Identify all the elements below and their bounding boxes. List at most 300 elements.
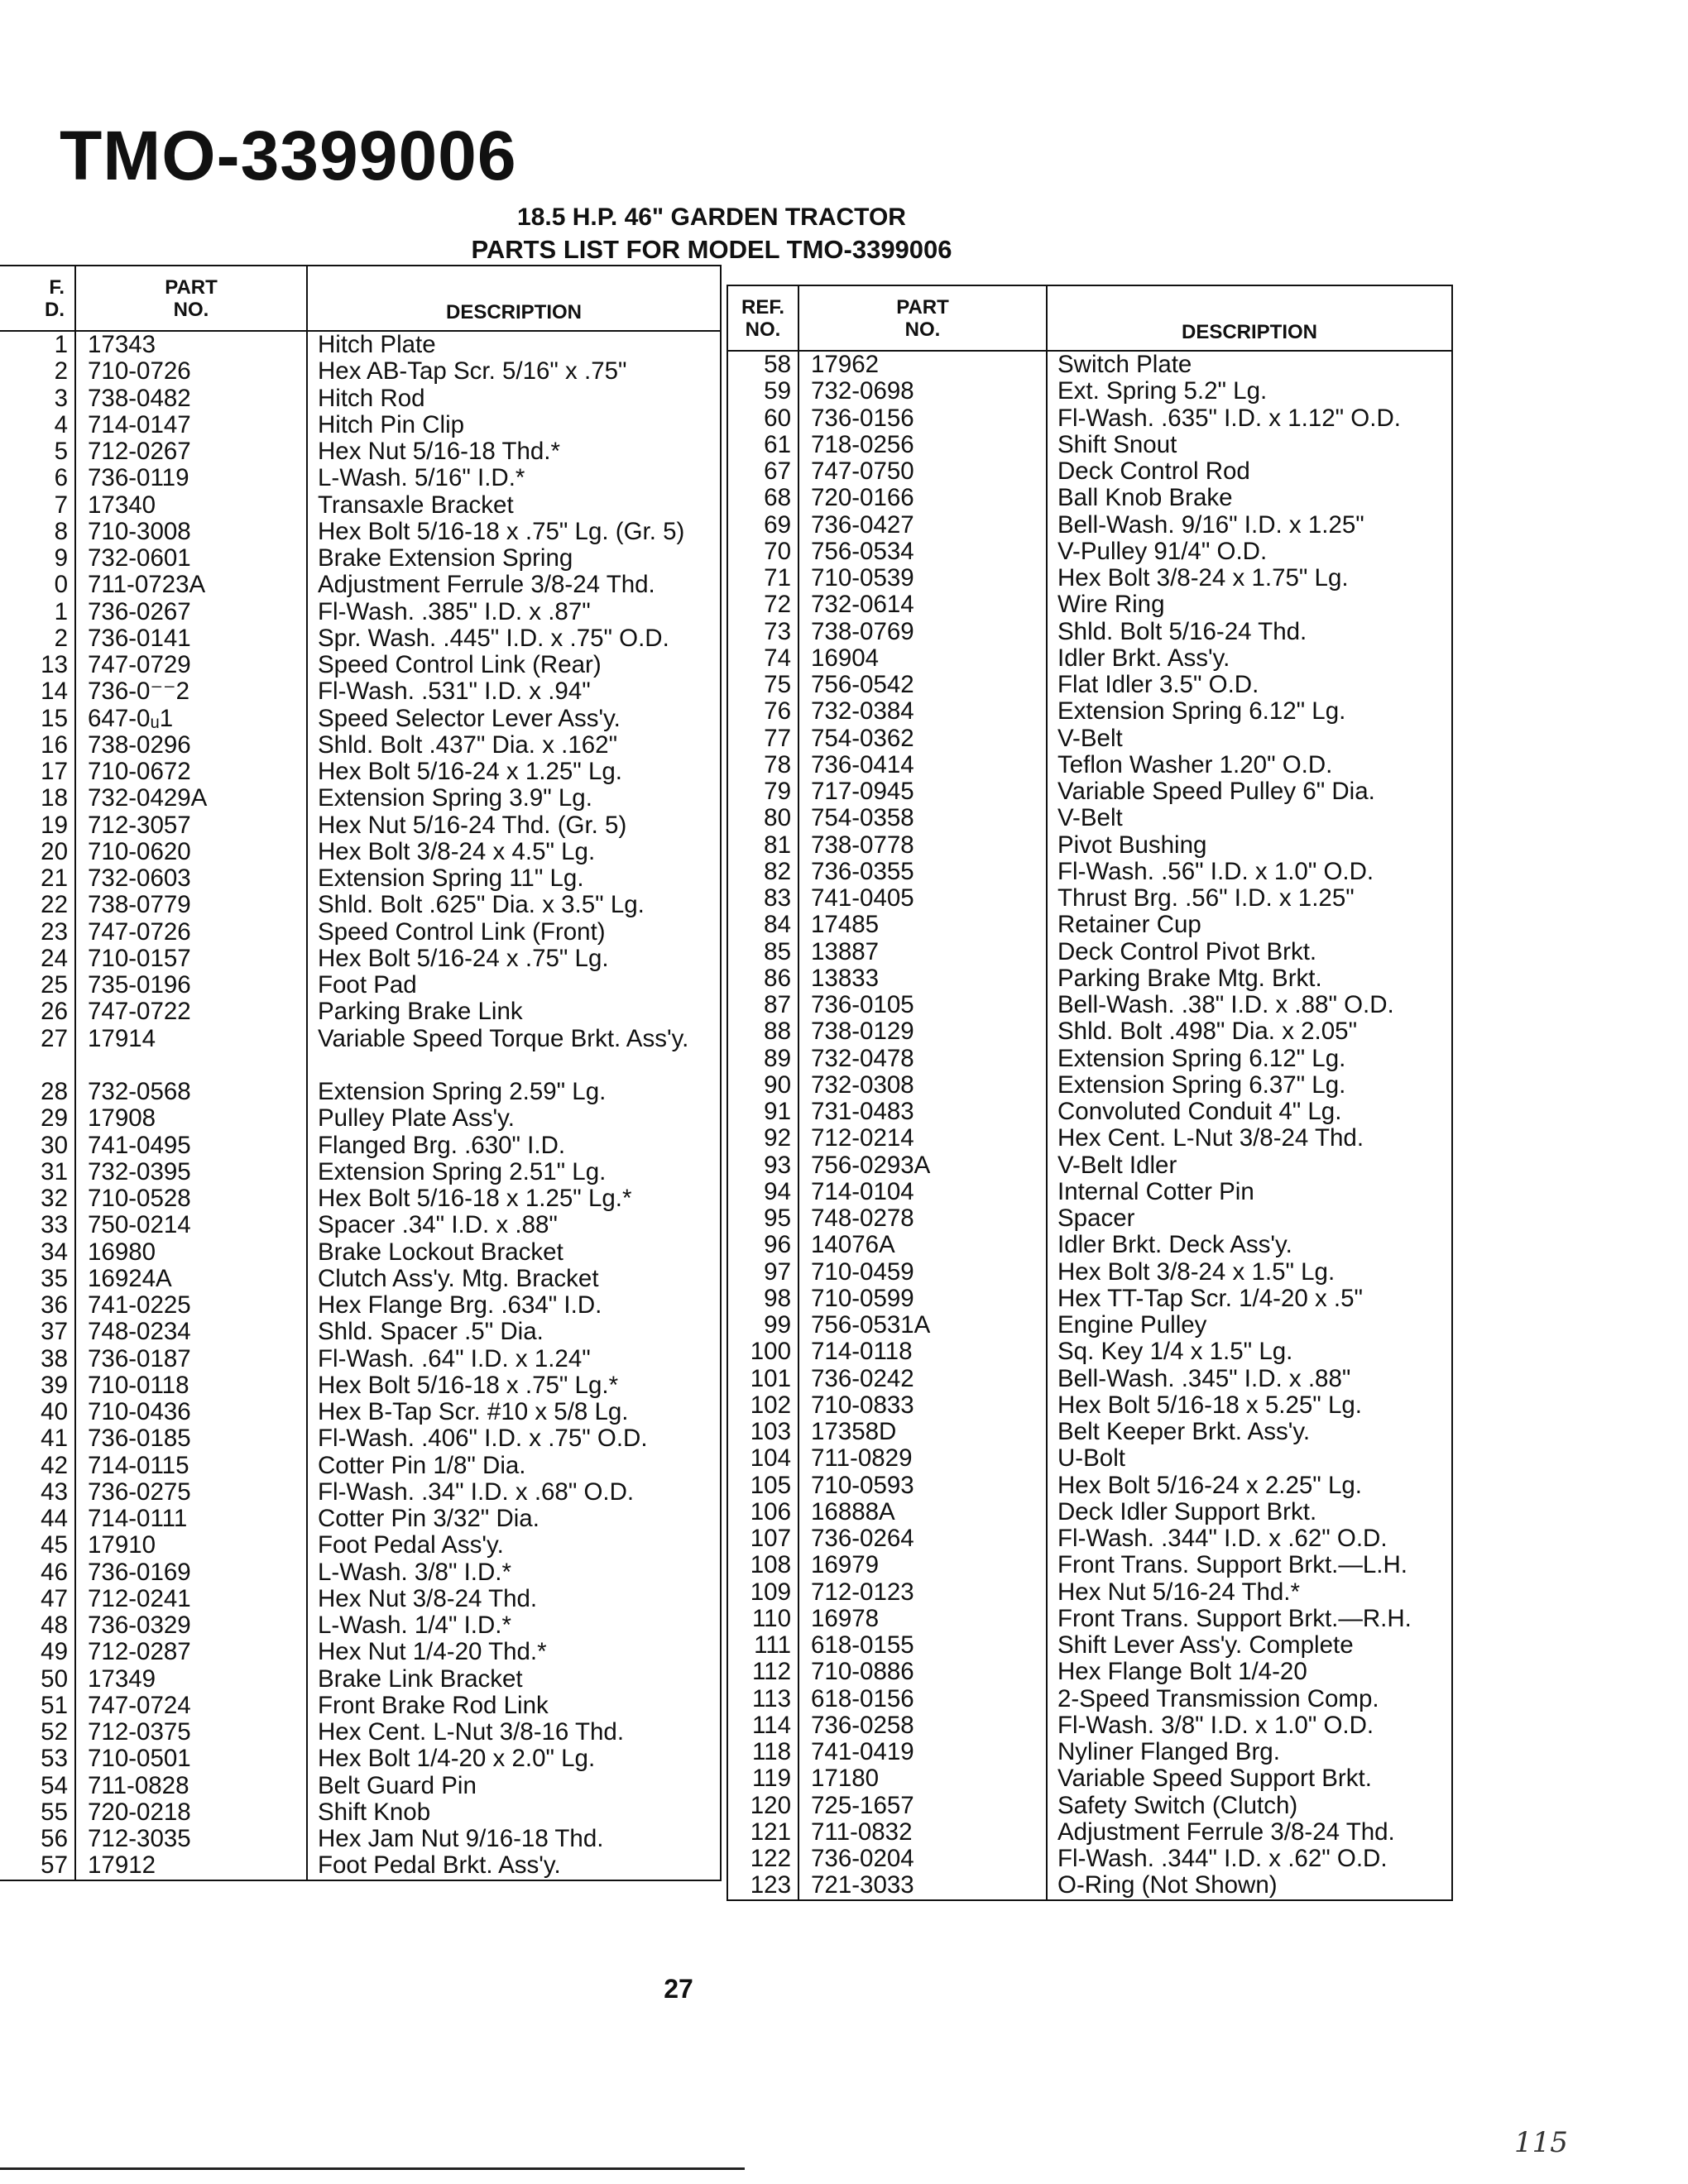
ref-column — [0, 331, 75, 1880]
part-description: Fl-Wash. .385" I.D. x .87" — [318, 598, 591, 625]
part-description: Variable Speed Torque Brkt. Ass'y. — [318, 1025, 689, 1052]
ref-number: 85 — [764, 938, 791, 965]
ref-number: 70 — [764, 538, 791, 565]
part-number: 747-0724 — [88, 1692, 191, 1719]
ref-number: 49 — [41, 1639, 68, 1666]
ref-number: 69 — [764, 511, 791, 539]
part-description: Speed Selector Lever Ass'y. — [318, 705, 621, 732]
part-description: Hex Bolt 3/8-24 x 4.5" Lg. — [318, 838, 596, 865]
ref-number: 122 — [750, 1846, 791, 1872]
ref-number: 67 — [764, 458, 791, 485]
description-header: DESCRIPTION — [1047, 285, 1452, 351]
part-number: 725-1657 — [811, 1792, 914, 1819]
ref-number: 107 — [750, 1525, 791, 1552]
ref-number: 113 — [751, 1685, 791, 1712]
part-number: 711-0828 — [88, 1772, 189, 1799]
part-number: 731-0483 — [811, 1099, 914, 1125]
part-number: 17485 — [811, 912, 880, 939]
part-description: Fl-Wash. .635" I.D. x 1.12" O.D. — [1057, 405, 1401, 432]
part-description: V-Belt — [1057, 805, 1123, 832]
ref-number: 35 — [41, 1265, 68, 1292]
part-number: 16980 — [88, 1238, 156, 1266]
part-number: 710-0886 — [811, 1659, 914, 1686]
ref-number: 16 — [41, 731, 68, 759]
part-number: 17358D — [811, 1419, 897, 1445]
part-number: 16888A — [811, 1498, 895, 1525]
ref-number: 19 — [41, 812, 68, 839]
part-description: Brake Lockout Bracket — [318, 1238, 563, 1266]
ref-number: 73 — [764, 618, 791, 645]
ref-number: 28 — [41, 1079, 68, 1105]
ref-number: 29 — [41, 1105, 68, 1133]
ref-number: 94 — [764, 1178, 791, 1205]
part-number: 738-0482 — [88, 385, 191, 412]
part-description: Internal Cotter Pin — [1057, 1178, 1254, 1205]
part-description: Bell-Wash. .345" I.D. x .88" — [1057, 1365, 1351, 1392]
part-number: 754-0362 — [811, 725, 914, 752]
ref-number: 41 — [41, 1425, 68, 1453]
part-number: 16978 — [811, 1605, 880, 1632]
part-description: Variable Speed Pulley 6" Dia. — [1057, 778, 1375, 805]
part-description: Hex Bolt 1/4-20 x 2.0" Lg. — [318, 1746, 596, 1773]
part-description: Hex Flange Brg. .634" I.D. — [318, 1292, 602, 1319]
part-description: L-Wash. 5/16" I.D.* — [318, 465, 525, 492]
part-number: 736-0414 — [811, 751, 914, 778]
part-description: Spr. Wash. .445" I.D. x .75" O.D. — [318, 625, 669, 652]
part-description: Fl-Wash. 3/8" I.D. x 1.0" O.D. — [1057, 1712, 1374, 1739]
part-number: 17908 — [88, 1105, 156, 1133]
ref-number: 118 — [751, 1739, 791, 1765]
part-number: 647-0ᵤ1 — [88, 705, 174, 732]
ref-number: 8 — [54, 518, 68, 545]
ref-number: 55 — [41, 1798, 68, 1826]
ref-number: 20 — [41, 838, 68, 865]
part-number: 741-0495 — [88, 1132, 191, 1159]
ref-number: 82 — [764, 858, 791, 885]
part-number: 17180 — [811, 1765, 880, 1793]
ref-number: 57 — [41, 1852, 68, 1880]
ref-number: 56 — [41, 1826, 68, 1852]
ref-number: 80 — [764, 805, 791, 832]
part-description: Deck Control Pivot Brkt. — [1057, 938, 1317, 965]
ref-number: 2 — [54, 358, 68, 386]
part-number: 756-0293A — [811, 1152, 931, 1179]
ref-number: 108 — [750, 1552, 791, 1579]
part-number-column — [75, 331, 307, 1880]
part-number: 13887 — [811, 938, 880, 965]
part-description: Deck Idler Support Brkt. — [1057, 1498, 1317, 1525]
part-description: Extension Spring 6.37" Lg. — [1057, 1071, 1346, 1099]
part-description: Idler Brkt. Ass'y. — [1057, 644, 1230, 672]
ref-number: 104 — [750, 1445, 791, 1473]
ref-number: 43 — [41, 1478, 68, 1506]
part-number: 747-0729 — [88, 652, 191, 678]
part-number: 736-0119 — [88, 465, 189, 492]
ref-number: 102 — [750, 1391, 791, 1419]
part-number: 710-0157 — [88, 945, 191, 972]
ref-number: 47 — [41, 1585, 68, 1612]
part-number: 748-0278 — [811, 1205, 914, 1232]
part-description: Retainer Cup — [1057, 912, 1201, 939]
part-description: Hitch Pin Clip — [318, 411, 465, 438]
part-number: 747-0750 — [811, 458, 914, 485]
part-number: 714-0104 — [811, 1178, 914, 1205]
part-number: 710-0672 — [88, 759, 191, 785]
part-number: 735-0196 — [88, 972, 191, 999]
part-number: 736-0187 — [88, 1345, 191, 1372]
part-description: Hex Bolt 5/16-18 x 5.25" Lg. — [1057, 1391, 1362, 1419]
part-number: 756-0531A — [811, 1312, 931, 1339]
ref-number: 76 — [764, 698, 791, 726]
part-number: 736-0204 — [811, 1846, 914, 1872]
part-number: 714-0111 — [88, 1506, 188, 1532]
ref-number: 110 — [751, 1605, 791, 1632]
part-description: Convoluted Conduit 4" Lg. — [1057, 1099, 1342, 1125]
part-description: Fl-Wash. .56" I.D. x 1.0" O.D. — [1057, 858, 1374, 885]
part-description: Sq. Key 1/4 x 1.5" Lg. — [1057, 1339, 1293, 1366]
part-number: 736-0329 — [88, 1612, 191, 1639]
part-description: Shift Knob — [318, 1798, 431, 1826]
part-number: 741-0225 — [88, 1292, 191, 1319]
part-description: Extension Spring 6.12" Lg. — [1057, 698, 1346, 726]
part-number: 14076A — [811, 1232, 895, 1259]
ref-number: 26 — [41, 999, 68, 1026]
part-description: V-Pulley 91/4" O.D. — [1057, 538, 1268, 565]
part-number: 736-0264 — [811, 1525, 914, 1552]
part-number: 736-0258 — [811, 1712, 914, 1739]
part-number: 16904 — [811, 644, 880, 672]
part-description: Spacer .34" I.D. x .88" — [318, 1212, 558, 1239]
part-description: Foot Pad — [318, 972, 417, 999]
part-description: Clutch Ass'y. Mtg. Bracket — [318, 1265, 599, 1292]
part-description: Hex Nut 1/4-20 Thd.* — [318, 1639, 547, 1666]
part-description: Hex Cent. L-Nut 3/8-24 Thd. — [1057, 1125, 1364, 1152]
part-number: 16924A — [88, 1265, 172, 1292]
ref-number: 86 — [764, 965, 791, 992]
ref-number: 22 — [41, 892, 68, 919]
ref-number: 48 — [41, 1612, 68, 1639]
ref-number: 21 — [41, 865, 68, 892]
part-number: 736-0267 — [88, 598, 191, 625]
ref-number: 42 — [41, 1452, 68, 1479]
ref-number: 18 — [41, 785, 68, 812]
parts-table-body — [727, 351, 1452, 1900]
part-number: 736-0355 — [811, 858, 914, 885]
ref-number: 101 — [750, 1365, 791, 1392]
part-description: Hex Bolt 5/16-24 x .75" Lg. — [318, 945, 609, 972]
ref-number: 87 — [764, 992, 791, 1018]
ref-number: 38 — [41, 1345, 68, 1372]
part-description: Front Trans. Support Brkt.—R.H. — [1057, 1605, 1412, 1632]
description-column — [307, 331, 721, 1880]
ref-number: 24 — [41, 945, 68, 972]
part-description: Front Trans. Support Brkt.—L.H. — [1057, 1552, 1407, 1579]
part-description: Engine Pulley — [1057, 1312, 1207, 1339]
part-number: 712-3057 — [88, 812, 191, 839]
part-no-header: PART NO. — [75, 266, 307, 331]
part-number: 17962 — [811, 352, 880, 378]
ref-number: 2 — [54, 625, 68, 652]
part-number: 710-0459 — [811, 1258, 914, 1286]
part-description: Shld. Bolt .498" Dia. x 2.05" — [1057, 1018, 1358, 1046]
part-number: 747-0726 — [88, 918, 191, 946]
ref-number: 99 — [764, 1312, 791, 1339]
ref-number: 119 — [751, 1765, 791, 1793]
part-description: V-Belt Idler — [1057, 1152, 1177, 1179]
part-number: 732-0614 — [811, 592, 914, 619]
part-description: Hex Bolt 3/8-24 x 1.75" Lg. — [1057, 565, 1349, 592]
part-description: Foot Pedal Brkt. Ass'y. — [318, 1852, 561, 1880]
part-number: 747-0722 — [88, 999, 191, 1026]
part-description: 2-Speed Transmission Comp. — [1057, 1685, 1379, 1712]
part-number: 754-0358 — [811, 805, 914, 832]
part-description: Hex Bolt 5/16-18 x 1.25" Lg.* — [318, 1185, 632, 1212]
ref-number: 112 — [751, 1659, 791, 1686]
part-description: Front Brake Rod Link — [318, 1692, 549, 1719]
part-number: 710-0620 — [88, 838, 191, 865]
part-number: 710-0539 — [811, 565, 914, 592]
part-description: Hex TT-Tap Scr. 1/4-20 x .5" — [1057, 1285, 1363, 1312]
ref-number: 96 — [764, 1232, 791, 1259]
ref-number: 111 — [754, 1632, 791, 1659]
ref-number: 92 — [764, 1125, 791, 1152]
ref-number: 93 — [764, 1152, 791, 1179]
part-description: Belt Keeper Brkt. Ass'y. — [1057, 1419, 1311, 1445]
part-number: 736-0185 — [88, 1425, 191, 1453]
part-description: O-Ring (Not Shown) — [1057, 1872, 1278, 1899]
ref-number: 45 — [41, 1532, 68, 1559]
part-number: 17914 — [88, 1025, 156, 1052]
part-number: 732-0308 — [811, 1071, 914, 1099]
ref-number: 120 — [750, 1792, 791, 1819]
part-description: Switch Plate — [1057, 352, 1192, 378]
part-number: 618-0156 — [811, 1685, 914, 1712]
part-description: Parking Brake Mtg. Brkt. — [1057, 965, 1322, 992]
ref-number: 121 — [750, 1818, 791, 1846]
part-description: Foot Pedal Ass'y. — [318, 1532, 504, 1559]
part-number: 738-0296 — [88, 731, 191, 759]
part-number: 714-0118 — [811, 1339, 913, 1366]
ref-number: 90 — [764, 1071, 791, 1099]
ref-number: 1 — [54, 332, 68, 358]
part-number: 712-0241 — [88, 1585, 191, 1612]
part-number: 748-0234 — [88, 1319, 191, 1346]
part-number: 17349 — [88, 1665, 156, 1693]
ref-number: 59 — [764, 378, 791, 405]
part-description: Hex Flange Bolt 1/4-20 — [1057, 1659, 1307, 1686]
ref-number: 17 — [41, 759, 68, 785]
parts-table-left — [0, 265, 722, 1881]
ref-number: 0 — [54, 572, 68, 599]
part-description: Extension Spring 11" Lg. — [318, 865, 584, 892]
part-number: 710-0833 — [811, 1391, 914, 1419]
part-description: Hex Nut 5/16-24 Thd.* — [1057, 1578, 1300, 1606]
part-number: 710-3008 — [88, 518, 191, 545]
part-description: Hex Bolt 5/16-18 x .75" Lg.* — [318, 1372, 619, 1399]
part-number: 736-0⁻⁻2 — [88, 678, 189, 706]
ref-number: 51 — [41, 1692, 68, 1719]
part-description: Speed Control Link (Rear) — [318, 652, 602, 678]
ref-number: 97 — [764, 1258, 791, 1286]
part-description: Fl-Wash. .344" I.D. x .62" O.D. — [1057, 1846, 1388, 1872]
ref-number: 30 — [41, 1132, 68, 1159]
part-description: Shift Snout — [1057, 431, 1177, 458]
part-number: 738-0778 — [811, 831, 914, 859]
ref-number: 15 — [41, 705, 68, 732]
ref-number: 84 — [764, 912, 791, 939]
part-description: Extension Spring 2.51" Lg. — [318, 1158, 607, 1185]
part-number: 710-0726 — [88, 358, 191, 386]
part-description: Deck Control Rod — [1057, 458, 1250, 485]
part-number: 717-0945 — [811, 778, 914, 805]
ref-number: 91 — [764, 1099, 791, 1125]
ref-number: 81 — [764, 831, 791, 859]
ref-number: 68 — [764, 485, 791, 512]
part-number: 736-0275 — [88, 1478, 191, 1506]
part-description: Hex Bolt 5/16-24 x 2.25" Lg. — [1057, 1472, 1362, 1499]
ref-number: 109 — [750, 1578, 791, 1606]
part-description: Speed Control Link (Front) — [318, 918, 606, 946]
ref-number: 61 — [764, 431, 791, 458]
parts-table-right — [727, 285, 1453, 1901]
ref-number: 89 — [764, 1045, 791, 1072]
ref-number: 37 — [41, 1319, 68, 1346]
part-description: Fl-Wash. .531" I.D. x .94" — [318, 678, 591, 706]
part-number: 16979 — [811, 1552, 880, 1579]
ref-number: 78 — [764, 751, 791, 778]
part-description: Bell-Wash. 9/16" I.D. x 1.25" — [1057, 511, 1364, 539]
description-column — [1047, 351, 1452, 1900]
part-number: 736-0242 — [811, 1365, 914, 1392]
ref-number: 32 — [41, 1185, 68, 1212]
part-description: Extension Spring 2.59" Lg. — [318, 1079, 607, 1105]
part-number: 736-0105 — [811, 992, 914, 1018]
part-description: U-Bolt — [1057, 1445, 1125, 1473]
part-description: Hex B-Tap Scr. #10 x 5/8 Lg. — [318, 1399, 629, 1425]
ref-number: 123 — [750, 1872, 791, 1899]
ref-number: 9 — [54, 545, 68, 572]
part-number: 741-0405 — [811, 885, 914, 912]
ref-number: 46 — [41, 1559, 68, 1586]
ref-number: 25 — [41, 972, 68, 999]
part-description: Ext. Spring 5.2" Lg. — [1057, 378, 1268, 405]
part-description: Hitch Rod — [318, 385, 425, 412]
ref-number: 5 — [54, 438, 68, 465]
part-description: Hex Bolt 3/8-24 x 1.5" Lg. — [1057, 1258, 1336, 1286]
ref-number: 103 — [750, 1419, 791, 1445]
part-description: Hex AB-Tap Scr. 5/16" x .75" — [318, 358, 627, 386]
part-description: Adjustment Ferrule 3/8-24 Thd. — [1057, 1818, 1395, 1846]
part-number: 712-0267 — [88, 438, 191, 465]
ref-number: 50 — [41, 1665, 68, 1693]
part-number: 732-0698 — [811, 378, 914, 405]
ref-number: 39 — [41, 1372, 68, 1399]
ref-number: 100 — [750, 1339, 791, 1366]
part-description: Hex Cent. L-Nut 3/8-16 Thd. — [318, 1719, 625, 1746]
part-number: 710-0528 — [88, 1185, 191, 1212]
part-number: 736-0156 — [811, 405, 914, 432]
part-description: Cotter Pin 3/32" Dia. — [318, 1506, 539, 1532]
part-description: Hex Bolt 5/16-18 x .75" Lg. (Gr. 5) — [318, 518, 685, 545]
ref-number: 14 — [41, 678, 68, 706]
part-description: L-Wash. 3/8" I.D.* — [318, 1559, 511, 1586]
part-description: Wire Ring — [1057, 592, 1165, 619]
part-description: Pivot Bushing — [1057, 831, 1207, 859]
part-description: Hex Nut 5/16-18 Thd.* — [318, 438, 560, 465]
part-number: 711-0832 — [811, 1818, 913, 1846]
part-description: Adjustment Ferrule 3/8-24 Thd. — [318, 572, 655, 599]
ref-number: 74 — [764, 644, 791, 672]
part-description: Fl-Wash. .406" I.D. x .75" O.D. — [318, 1425, 648, 1453]
ref-number: 7 — [54, 491, 68, 519]
part-number: 714-0147 — [88, 411, 191, 438]
part-number: 732-0601 — [88, 545, 191, 572]
part-number: 17340 — [88, 491, 156, 519]
ref-number: 79 — [764, 778, 791, 805]
ref-number: 27 — [41, 1025, 68, 1052]
part-number: 712-3035 — [88, 1826, 191, 1852]
part-description: Brake Link Bracket — [318, 1665, 523, 1693]
part-number: 750-0214 — [88, 1212, 191, 1239]
ref-number: 72 — [764, 592, 791, 619]
part-number: 738-0129 — [811, 1018, 914, 1046]
part-description: Shld. Bolt 5/16-24 Thd. — [1057, 618, 1307, 645]
part-number: 736-0427 — [811, 511, 914, 539]
part-no-header: PART NO. — [798, 285, 1047, 351]
part-number: 718-0256 — [811, 431, 914, 458]
part-description: Extension Spring 6.12" Lg. — [1057, 1045, 1346, 1072]
part-number: 712-0123 — [811, 1578, 914, 1606]
part-description: Brake Extension Spring — [318, 545, 573, 572]
handwritten-note: 115 — [1514, 2126, 1568, 2159]
ref-number: 88 — [764, 1018, 791, 1046]
ref-number: 4 — [54, 411, 68, 438]
page-edge-line — [0, 2167, 745, 2170]
part-description: Safety Switch (Clutch) — [1057, 1792, 1298, 1819]
part-description: Shld. Bolt .437" Dia. x .162" — [318, 731, 618, 759]
part-number: 17343 — [88, 332, 156, 358]
ref-number: 105 — [750, 1472, 791, 1499]
ref-number: 40 — [41, 1399, 68, 1425]
document-subtitle: 18.5 H.P. 46" GARDEN TRACTOR — [517, 204, 906, 231]
ref-number: 106 — [750, 1498, 791, 1525]
ref-number: 3 — [54, 385, 68, 412]
part-description: Hex Jam Nut 9/16-18 Thd. — [318, 1826, 604, 1852]
part-number: 732-0384 — [811, 698, 914, 726]
part-number: 714-0115 — [88, 1452, 189, 1479]
ref-number: 83 — [764, 885, 791, 912]
ref-number: 6 — [54, 465, 68, 492]
part-number: 710-0501 — [88, 1746, 191, 1773]
part-number: 712-0214 — [811, 1125, 914, 1152]
part-number: 17910 — [88, 1532, 156, 1559]
part-description: Teflon Washer 1.20" O.D. — [1057, 751, 1333, 778]
parts-table-body — [0, 331, 721, 1880]
ref-number: 1 — [54, 598, 68, 625]
model-title: TMO-3399006 — [60, 117, 517, 194]
ref-number: 44 — [41, 1506, 68, 1532]
ref-number: 13 — [41, 652, 68, 678]
part-description: Fl-Wash. .344" I.D. x .62" O.D. — [1057, 1525, 1388, 1552]
part-description: Transaxle Bracket — [318, 491, 514, 519]
part-number: 710-0593 — [811, 1472, 914, 1499]
part-description: V-Belt — [1057, 725, 1123, 752]
part-number: 710-0436 — [88, 1399, 191, 1425]
ref-number: 58 — [764, 352, 791, 378]
ref-number: 34 — [41, 1238, 68, 1266]
part-description: Variable Speed Support Brkt. — [1057, 1765, 1372, 1793]
part-description: Fl-Wash. .64" I.D. x 1.24" — [318, 1345, 591, 1372]
